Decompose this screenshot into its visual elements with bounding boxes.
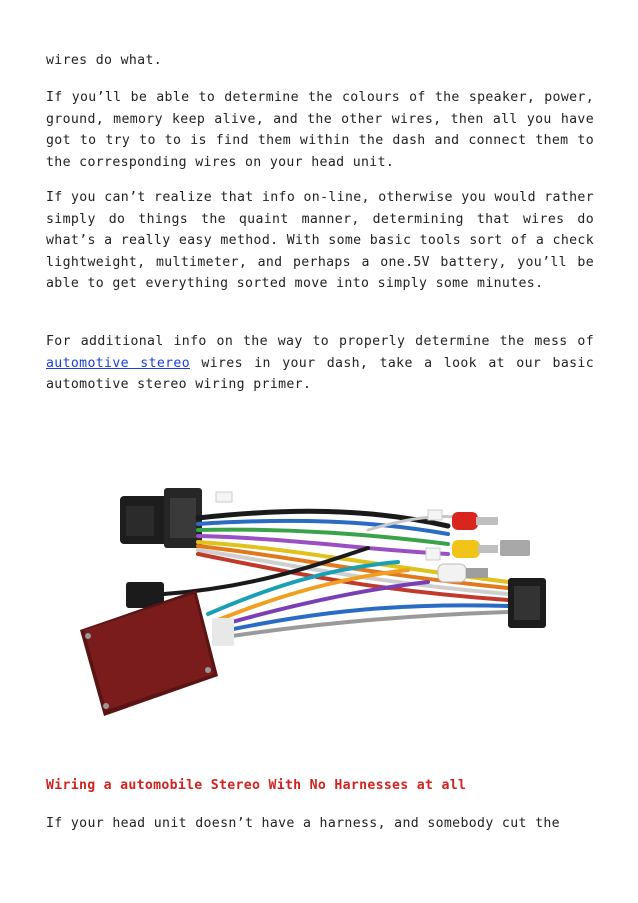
- black-connector-icon: [120, 488, 202, 548]
- paragraph-no-harness: If your head unit doesn’t have a harness, and somebody cut the: [46, 816, 560, 831]
- paragraph-text-after-link: wires in your dash, take a look at our basic automotive stereo wiring primer.: [46, 355, 594, 393]
- rca-plugs-icon: [438, 512, 530, 582]
- paragraph-additional-info: [46, 331, 594, 396]
- paragraph-manual-method: If you can’t realize that info on-line, otherwise you would rather simply do things the quaint manner, determining that wires do what’s a really easy method. With some basic tools sort of a check lightweight, multimeter, and perhaps a one.5V battery, you’ll be able to get everything sorted move into simply some minutes.: [46, 190, 594, 292]
- wire-label-icon: [426, 548, 440, 560]
- wire-label-icon: [428, 510, 442, 520]
- decoder-box-icon: [80, 590, 234, 716]
- right-connector-icon: [508, 578, 546, 628]
- paragraph-wire-colours: If you’ll be able to determine the colours of the speaker, power, ground, memory keep alive, and the other wires, then all you have got to try to to is find them within the dash and connect them to the corresponding wires on your head unit.: [46, 90, 594, 170]
- wire-label-icon: [216, 492, 232, 502]
- automotive-stereo-link[interactable]: automotive stereo: [46, 355, 191, 371]
- paragraph-text-before-link: For additional info on the way to properly determine the mess of: [46, 334, 594, 349]
- wiring-harness-image: [68, 478, 568, 728]
- section-heading: Wiring a automobile Stereo With No Harnesses at all: [46, 778, 467, 793]
- paragraph-continuation: wires do what.: [46, 53, 163, 68]
